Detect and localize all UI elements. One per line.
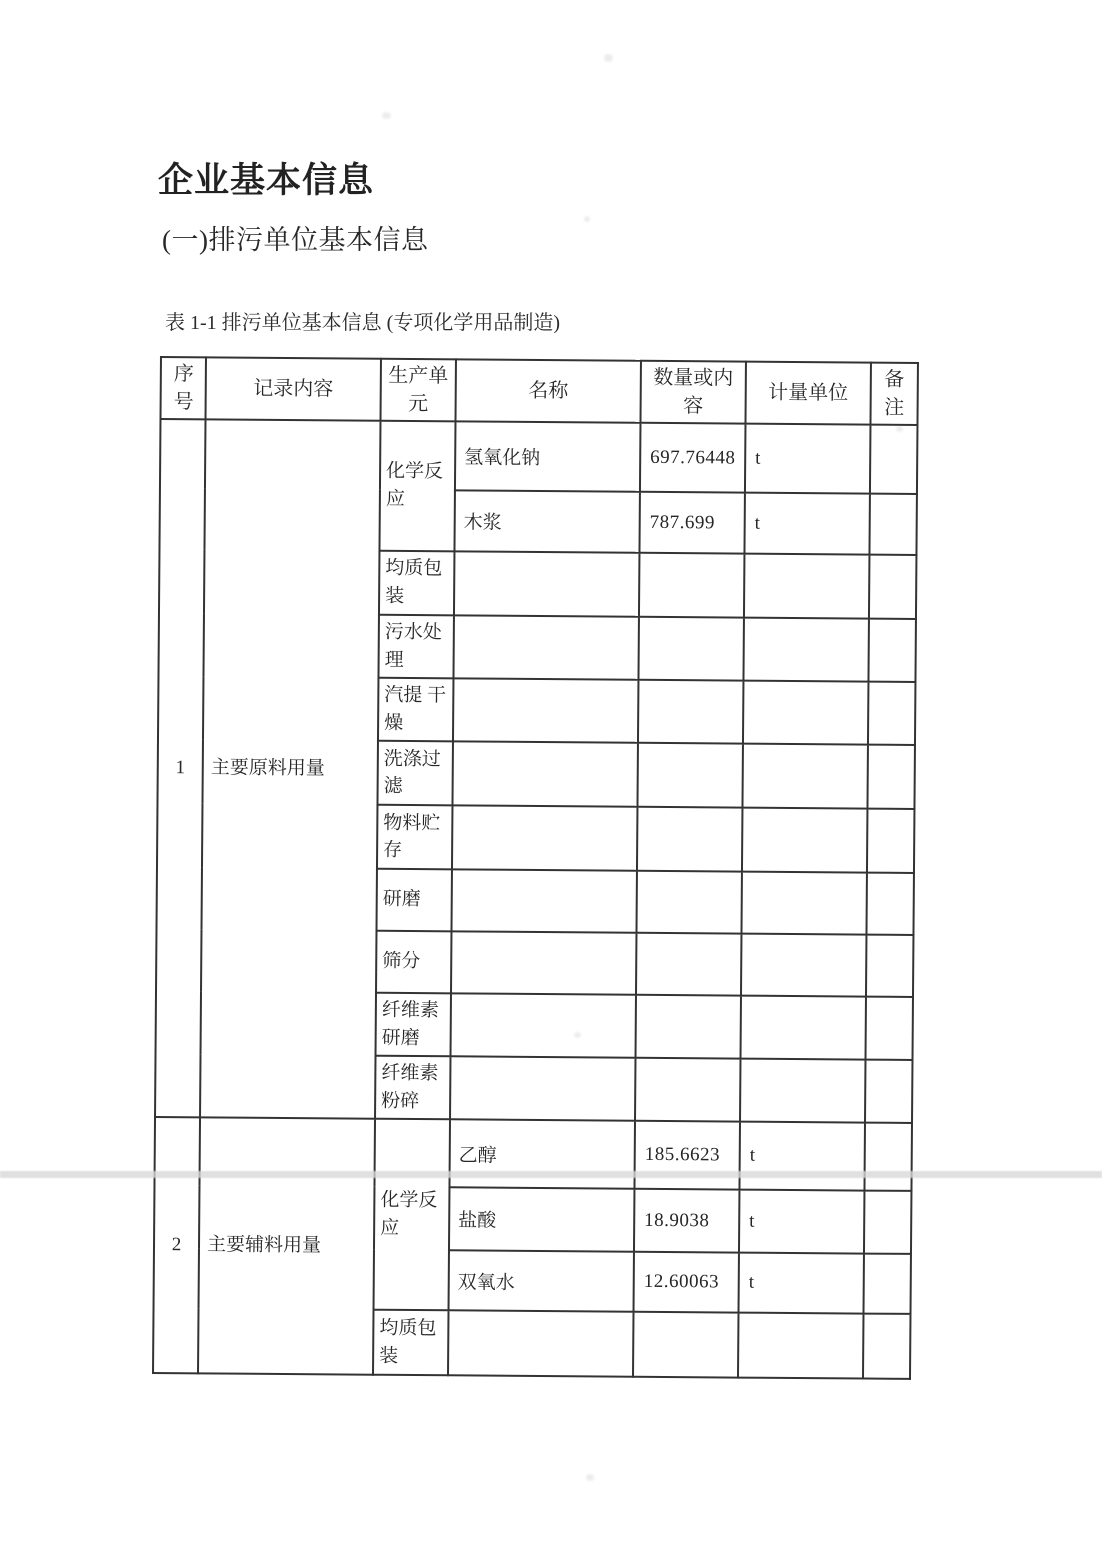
cell-remark bbox=[869, 555, 917, 619]
cell-no: 1 bbox=[155, 419, 205, 1118]
cell-quantity bbox=[637, 743, 742, 808]
cell-material-name bbox=[452, 742, 637, 807]
basic-info-table-wrap bbox=[152, 356, 919, 1380]
header-no: 序号 bbox=[161, 357, 206, 419]
cell-quantity bbox=[635, 1058, 740, 1122]
cell-measure-unit bbox=[744, 554, 869, 619]
scan-speck bbox=[382, 112, 391, 119]
table-row bbox=[160, 419, 918, 494]
header-remark: 备注 bbox=[870, 363, 917, 425]
section-heading: (一)排污单位基本信息 bbox=[162, 225, 429, 255]
cell-record-content: 主要辅料用量 bbox=[198, 1118, 375, 1375]
cell-material-name: 木浆 bbox=[454, 490, 639, 552]
cell-remark bbox=[867, 745, 915, 809]
cell-material-name: 乙醇 bbox=[449, 1120, 635, 1189]
cell-measure-unit bbox=[743, 618, 868, 682]
cell-material-name bbox=[451, 931, 636, 994]
cell-measure-unit bbox=[738, 1313, 864, 1379]
cell-remark bbox=[868, 619, 915, 682]
cell-measure-unit bbox=[740, 1059, 865, 1123]
cell-measure-unit: t bbox=[744, 493, 869, 555]
cell-remark bbox=[867, 809, 915, 873]
cell-production-unit: 均质包装 bbox=[379, 551, 455, 616]
cell-remark bbox=[863, 1254, 910, 1314]
cell-measure-unit: t bbox=[739, 1122, 865, 1191]
cell-material-name bbox=[448, 1311, 634, 1377]
cell-material-name bbox=[451, 869, 636, 932]
cell-production-unit: 均质包装 bbox=[373, 1310, 449, 1376]
cell-material-name bbox=[452, 805, 637, 870]
scan-speck bbox=[586, 1474, 594, 1481]
page-title: 企业基本信息 bbox=[158, 161, 375, 200]
cell-production-unit: 筛分 bbox=[376, 931, 451, 994]
header-record-content: 记录内容 bbox=[206, 357, 381, 420]
cell-measure-unit: t bbox=[739, 1253, 864, 1314]
cell-remark bbox=[866, 935, 913, 997]
cell-measure-unit bbox=[741, 934, 866, 997]
header-row bbox=[161, 357, 918, 425]
cell-production-unit: 化学反应 bbox=[374, 1119, 450, 1311]
cell-remark bbox=[865, 997, 912, 1060]
cell-remark bbox=[866, 873, 913, 935]
cell-measure-unit: t bbox=[739, 1190, 864, 1254]
cell-measure-unit: t bbox=[745, 424, 871, 494]
cell-quantity: 185.6623 bbox=[634, 1121, 740, 1190]
cell-production-unit: 物料贮存 bbox=[377, 805, 453, 870]
cell-material-name: 双氧水 bbox=[449, 1251, 634, 1312]
cell-measure-unit bbox=[742, 808, 867, 873]
cell-production-unit: 化学反应 bbox=[379, 421, 455, 552]
cell-no: 2 bbox=[153, 1117, 200, 1373]
cell-remark bbox=[870, 425, 918, 494]
cell-quantity bbox=[633, 1312, 739, 1378]
cell-quantity bbox=[638, 617, 743, 681]
cell-production-unit: 污水处理 bbox=[378, 615, 453, 679]
cell-production-unit: 纤维素研磨 bbox=[376, 993, 451, 1057]
cell-measure-unit bbox=[743, 681, 868, 745]
scan-speck bbox=[584, 216, 590, 222]
cell-remark bbox=[863, 1314, 911, 1379]
cell-material-name bbox=[451, 993, 636, 1058]
cell-quantity bbox=[636, 933, 741, 996]
cell-quantity bbox=[638, 680, 743, 744]
cell-measure-unit bbox=[741, 872, 866, 935]
cell-remark bbox=[868, 682, 915, 745]
cell-quantity bbox=[637, 807, 742, 872]
cell-remark bbox=[869, 494, 916, 555]
cell-record-content: 主要原料用量 bbox=[200, 419, 380, 1119]
cell-production-unit: 纤维素粉碎 bbox=[375, 1056, 450, 1120]
cell-measure-unit bbox=[740, 996, 865, 1060]
cell-quantity: 787.699 bbox=[639, 492, 744, 554]
cell-quantity: 12.60063 bbox=[634, 1252, 739, 1313]
cell-production-unit: 研磨 bbox=[376, 869, 451, 932]
cell-quantity bbox=[636, 871, 741, 934]
cell-measure-unit bbox=[742, 744, 867, 809]
header-production-unit: 生产单元 bbox=[380, 359, 455, 422]
header-name: 名称 bbox=[455, 359, 640, 422]
cell-remark bbox=[864, 1191, 911, 1254]
cell-quantity bbox=[639, 553, 744, 618]
cell-material-name bbox=[454, 551, 639, 616]
header-quantity: 数量或内容 bbox=[640, 361, 745, 424]
header-measure-unit: 计量单位 bbox=[745, 362, 870, 425]
cell-production-unit: 洗涤过滤 bbox=[377, 741, 453, 806]
cell-material-name bbox=[450, 1057, 635, 1122]
cell-quantity bbox=[636, 995, 741, 1059]
cell-material-name bbox=[453, 615, 638, 680]
scan-speck bbox=[604, 54, 613, 62]
cell-remark bbox=[864, 1123, 912, 1191]
cell-production-unit: 汽提 干燥 bbox=[378, 678, 453, 742]
cell-remark bbox=[865, 1060, 912, 1123]
cell-quantity: 697.76448 bbox=[640, 423, 746, 493]
basic-info-table bbox=[152, 356, 919, 1380]
cell-material-name bbox=[453, 678, 638, 743]
table-row bbox=[154, 1117, 912, 1191]
cell-material-name: 氢氧化钠 bbox=[455, 421, 641, 491]
cell-material-name: 盐酸 bbox=[449, 1188, 634, 1252]
table-caption: 表 1-1 排污单位基本信息 (专项化学用品制造) bbox=[165, 312, 560, 334]
cell-quantity: 18.9038 bbox=[634, 1189, 739, 1253]
